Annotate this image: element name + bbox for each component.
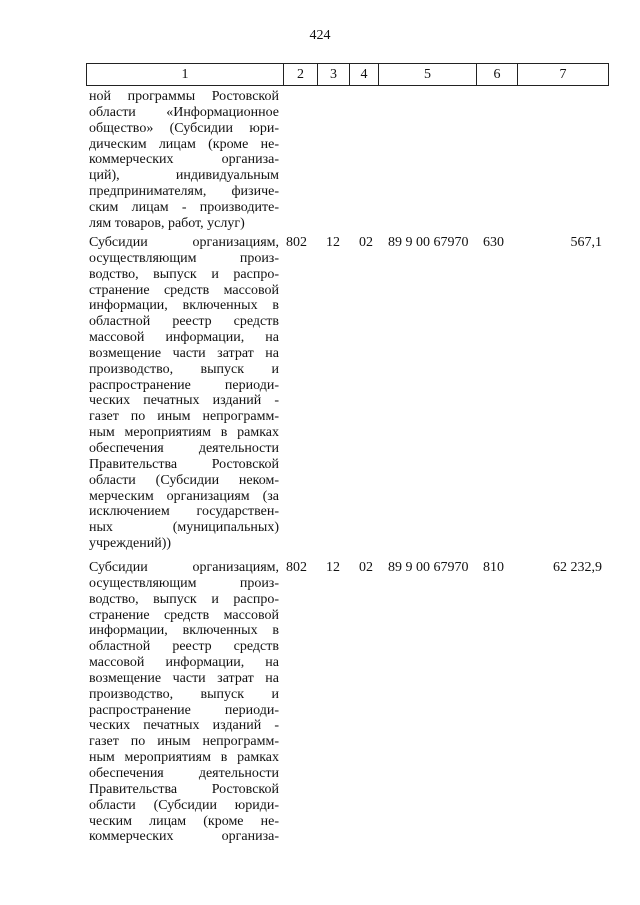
description-line: областной реестр средств xyxy=(89,639,279,655)
description-line: исключением государствен- xyxy=(89,504,279,520)
column-number-2: 2 xyxy=(284,64,318,86)
description-line: ным мероприятиям в рамках xyxy=(89,750,279,766)
cell-ministry-code: 802 xyxy=(286,560,307,575)
description-line: дическим лицам (кроме не- xyxy=(89,136,279,152)
description-line: обеспечения деятельности xyxy=(89,440,279,456)
column-number-1: 1 xyxy=(87,64,284,86)
description-line: возмещение части затрат на xyxy=(89,345,279,361)
description-line: производство, выпуск и xyxy=(89,686,279,702)
description-line: предпринимателям, физиче- xyxy=(89,184,279,200)
description-line: распространение периоди- xyxy=(89,377,279,393)
description-line: распространение периоди- xyxy=(89,702,279,718)
description-line: ческих печатных изданий - xyxy=(89,718,279,734)
description-line: Субсидии организациям, xyxy=(89,235,279,250)
cell-subsection-code: 02 xyxy=(359,560,373,575)
cell-subsection-code: 02 xyxy=(359,235,373,250)
description-line: мерческим организациям (за xyxy=(89,488,279,504)
description-line: ческим лицам (кроме не- xyxy=(89,813,279,829)
description-line: возмещение части затрат на xyxy=(89,670,279,686)
cell-section-code: 12 xyxy=(326,235,340,250)
description-line: учреждений)) xyxy=(89,536,172,552)
column-number-4: 4 xyxy=(350,64,379,86)
description-line: коммерческих организа- xyxy=(89,829,279,845)
description-line: информации, включенных в xyxy=(89,623,279,639)
description-line: странение средств массовой xyxy=(89,607,279,623)
description-line: Правительства Ростовской xyxy=(89,781,279,797)
row-description xyxy=(89,560,279,845)
table-header xyxy=(86,63,609,86)
page-number: 424 xyxy=(309,28,331,43)
description-line: Субсидии организациям, xyxy=(89,560,279,575)
description-line: ных (муниципальных) xyxy=(89,520,279,536)
description-line: коммерческих организа- xyxy=(89,152,279,168)
column-number-row xyxy=(87,64,609,86)
description-line: массовой информации, на xyxy=(89,330,279,346)
cell-expense-type: 630 xyxy=(483,235,504,250)
description-line: ским лицам - производите- xyxy=(89,199,279,215)
cell-target-article: 89 9 00 67970 xyxy=(388,235,469,250)
column-number-5: 5 xyxy=(379,64,477,86)
column-number-6: 6 xyxy=(477,64,518,86)
description-line: газет по иным непрограмм- xyxy=(89,409,279,425)
cell-amount: 62 232,9 xyxy=(553,560,602,575)
description-line: производство, выпуск и xyxy=(89,361,279,377)
description-line: массовой информации, на xyxy=(89,655,279,671)
description-line: водство, выпуск и распро- xyxy=(89,266,279,282)
description-line: осуществляющим произ- xyxy=(89,575,279,591)
description-line: области (Субсидии юриди- xyxy=(89,797,279,813)
row-description xyxy=(89,235,279,552)
description-line: обеспечения деятельности xyxy=(89,765,279,781)
description-line: осуществляющим произ- xyxy=(89,250,279,266)
description-line: области «Информационное xyxy=(89,104,279,120)
description-line: области (Субсидии неком- xyxy=(89,472,279,488)
cell-ministry-code: 802 xyxy=(286,235,307,250)
description-line: областной реестр средств xyxy=(89,314,279,330)
column-number-7: 7 xyxy=(518,64,609,86)
row-description xyxy=(89,89,279,232)
description-line: водство, выпуск и распро- xyxy=(89,591,279,607)
cell-expense-type: 810 xyxy=(483,560,504,575)
description-line: ций), индивидуальным xyxy=(89,168,279,184)
cell-amount: 567,1 xyxy=(570,235,602,250)
cell-target-article: 89 9 00 67970 xyxy=(388,560,469,575)
description-line: странение средств массовой xyxy=(89,282,279,298)
description-line: ной программы Ростовской xyxy=(89,89,279,104)
description-line: лям товаров, работ, услуг) xyxy=(89,215,245,231)
description-line: общество» (Субсидии юри- xyxy=(89,120,279,136)
column-number-3: 3 xyxy=(318,64,350,86)
description-line: газет по иным непрограмм- xyxy=(89,734,279,750)
description-line: информации, включенных в xyxy=(89,298,279,314)
cell-section-code: 12 xyxy=(326,560,340,575)
description-line: ным мероприятиям в рамках xyxy=(89,425,279,441)
description-line: Правительства Ростовской xyxy=(89,456,279,472)
description-line: ческих печатных изданий - xyxy=(89,393,279,409)
